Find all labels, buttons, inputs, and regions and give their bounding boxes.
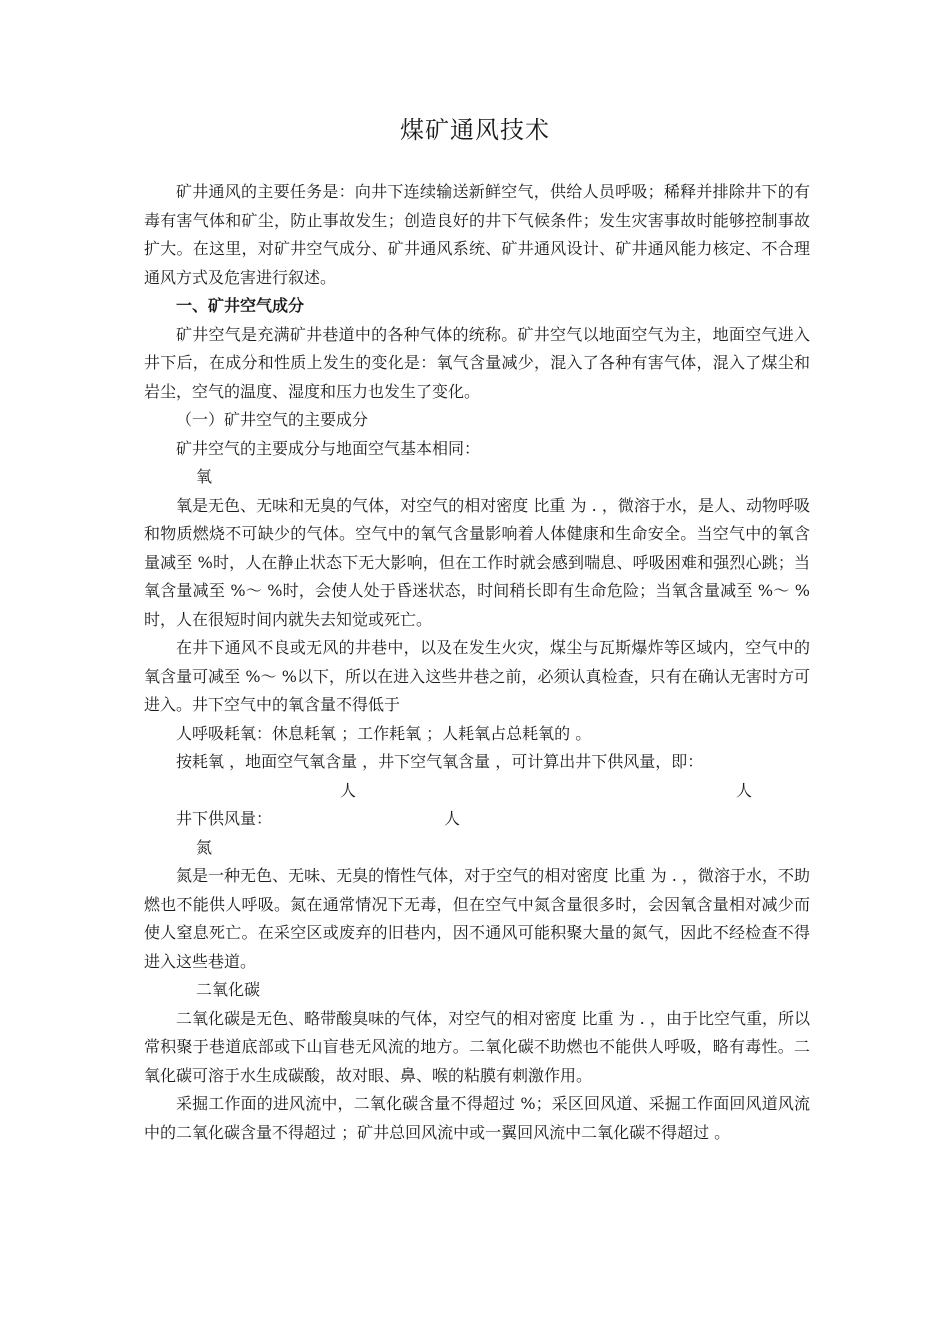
oxygen-consumption: 人呼吸耗氧：休息耗氧 ；工作耗氧 ；人耗氧占总耗氧的 。 [176,723,592,743]
subsection-lead: 矿井空气的主要成分与地面空气基本相同： [176,438,481,458]
co2-paragraph-1: 二氧化碳是无色、略带酸臭味的气体，对空气的相对密度 比重 为 . ，由于比空气重，所以常积聚于巷道底部或下山盲巷无风流的地方。二氧化碳不助燃也不能供人呼吸，略有毒性。二氧化碳可溶于水生成碳酸，故对眼、鼻、喉的粘膜有刺激作用。 [144,1008,810,1085]
supply-line [144,805,810,834]
section-paragraph: 矿井空气是充满矿井巷道中的各种气体的统称。矿井空气以地面空气为主，地面空气进入井下后，在成分和性质上发生的变化是：氧气含量减少，混入了各种有害气体，混入了煤尘和岩尘，空气的温度、湿度和压力也发生了变化。 [144,324,810,401]
document-body [144,178,810,1147]
formula-right-unit: 人 [736,780,753,800]
formula-line [144,777,810,806]
co2-paragraph-2: 采掘工作面的进风流中，二氧化碳含量不得超过 %；采区回风道、采掘工作面回风道风流中的二氧化碳含量不得超过 ；矿井总回风流中或一翼回风流中二氧化碳不得超过 。 [144,1094,810,1142]
nitrogen-label: 氮 [196,837,213,857]
oxygen-paragraph-2: 在井下通风不良或无风的井巷中，以及在发生火灾，煤尘与瓦斯爆炸等区域内，空气中的氧含量可减至 %～ %以下，所以在进入这些井巷之前，必须认真检查，只有在确认无害时方可进入。井下空气中的氧含量不得低于 [144,638,810,714]
oxygen-paragraph-1: 氧是无色、无味和无臭的气体，对空气的相对密度 比重 为 . ，微溶于水，是人、动物呼吸和物质燃烧不可缺少的气体。空气中的氧气含量影响着人体健康和生命安全。当空气中的氧含量减至 %时，人在静止状态下无大影响，但在工作时就会感到喘息、呼吸困难和强烈心跳；当氧含量减至 %～ %时，会使人处于昏迷状态，时间稍长即有生命危险；当氧含量减至 %～ %时，人在很短时间内就失去知觉或死亡。 [144,495,810,629]
section-heading: 一、矿井空气成分 [176,296,305,315]
supply-label: 井下供风量： [176,809,273,828]
co2-label: 二氧化碳 [196,980,261,999]
subsection-heading: （一）矿井空气的主要成分 [176,410,369,429]
formula-left-unit: 人 [340,780,357,800]
oxygen-label: 氧 [196,467,213,486]
intro-paragraph: 矿井通风的主要任务是：向井下连续输送新鲜空气，供给人员呼吸；稀释并排除井下的有毒有害气体和矿尘，防止事故发生；创造良好的井下气候条件；发生灾害事故时能够控制事故扩大。在这里，对矿井空气成分、矿井通风系统、矿井通风设计、矿井通风能力核定、不合理通风方式及危害进行叙述。 [144,182,810,287]
supply-unit: 人 [444,809,461,828]
oxygen-calc-intro: 按耗氧 ，地面空气氧含量 ，井下空气氧含量 ，可计算出井下供风量，即： [176,752,704,771]
nitrogen-paragraph: 氮是一种无色、无味、无臭的惰性气体，对于空气的相对密度 比重 为 . ，微溶于水，不助燃也不能供人呼吸。氮在通常情况下无毒，但在空气中氮含量很多时，会因氧含量相对减少而使人窒息死亡。在采空区或废弃的旧巷内，因不通风可能积聚大量的氮气，因此不经检查不得进入这些巷道。 [144,866,810,971]
page-title: 煤矿通风技术 [400,116,550,144]
